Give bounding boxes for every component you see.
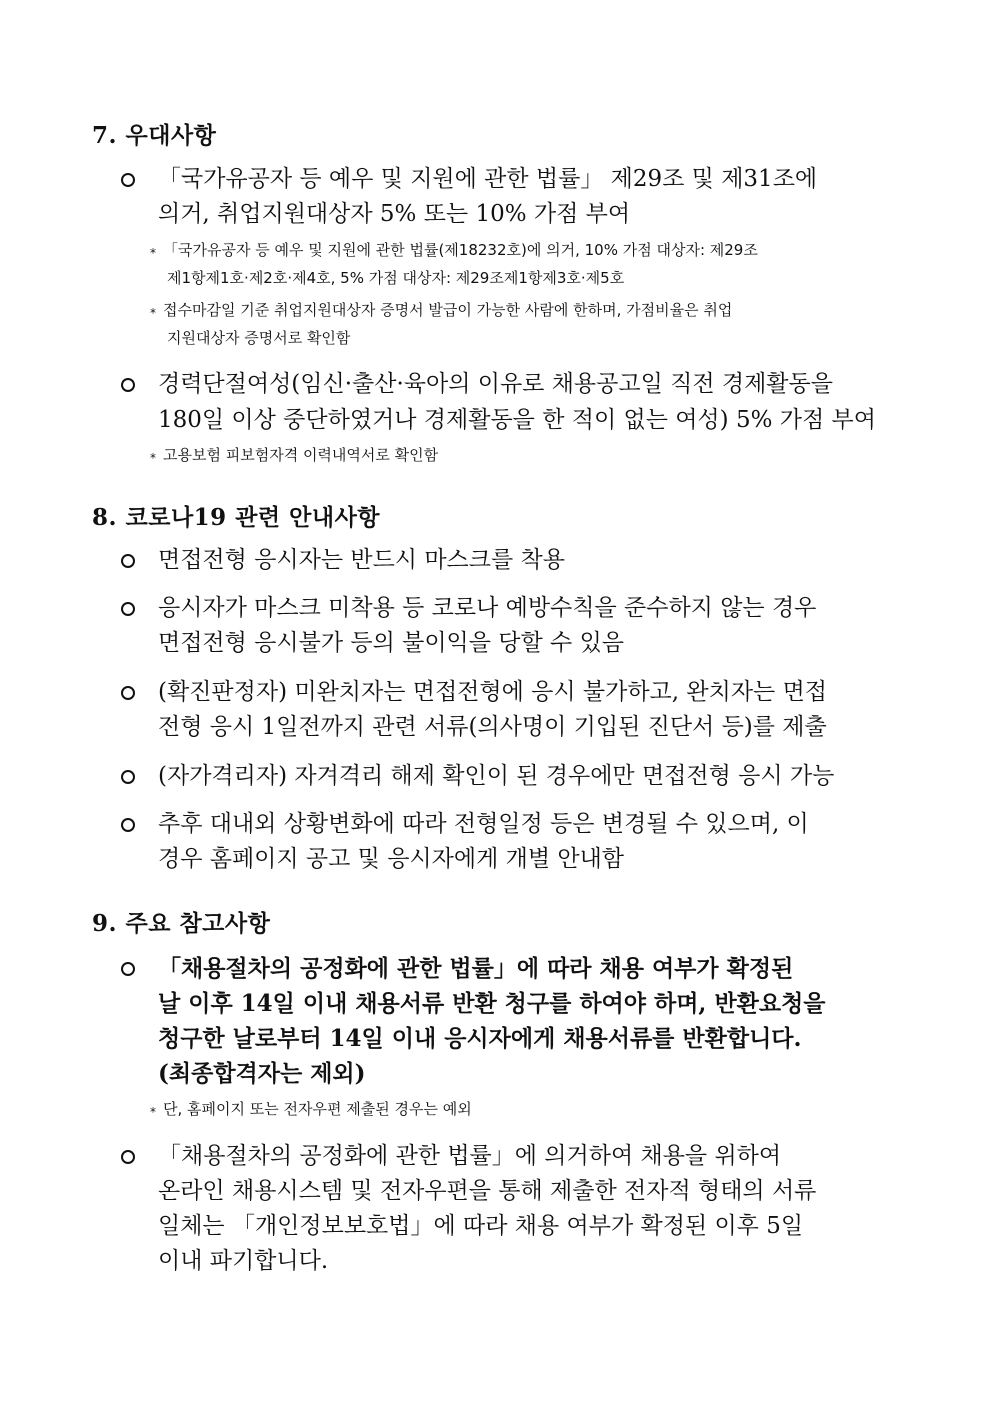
item-line: 의거, 취업지원대상자 5% 또는 10% 가점 부여 [158, 201, 631, 227]
item-line: 「채용절차의 공정화에 관한 법률」에 의거하여 채용을 위하여 [158, 1143, 782, 1169]
note-marker: * [150, 1105, 156, 1119]
item-line: 일체는 「개인정보보호법」에 따라 채용 여부가 확정된 이후 5일 [158, 1213, 804, 1239]
item-line: 추후 대내외 상황변화에 따라 전형일정 등은 변경될 수 있으며, 이 [158, 811, 809, 837]
section-7-heading: 7. 우대사항 [92, 122, 217, 149]
item-line: 「채용절차의 공정화에 관한 법률」에 따라 채용 여부가 확정된 [158, 955, 794, 982]
item-line: 「국가유공자 등 예우 및 지원에 관한 법률」 제29조 및 제31조에 [158, 166, 818, 192]
bullet-circle [121, 1150, 135, 1164]
note-line: 고용보험 피보험자격 이력내역서로 확인함 [163, 446, 439, 464]
bullet-circle [121, 818, 135, 832]
note-marker: * [150, 451, 156, 465]
note-line: 접수마감일 기준 취업지원대상자 증명서 발급이 가능한 사람에 한하며, 가점비율은 취업 [163, 301, 733, 319]
note-line: 제1항제1호·제2호·제4호, 5% 가점 대상자: 제29조제1항제3호·제5호 [167, 269, 625, 287]
note-marker: * [150, 306, 156, 320]
item-line: 180일 이상 중단하였거나 경제활동을 한 적이 없는 여성) 5% 가점 부여 [158, 407, 876, 433]
item-line: 면접전형 응시자는 반드시 마스크를 착용 [158, 547, 565, 573]
item-line: 경우 홈페이지 공고 및 응시자에게 개별 안내함 [158, 846, 625, 872]
note-line: 단, 홈페이지 또는 전자우편 제출된 경우는 예외 [163, 1100, 472, 1118]
bullet-circle [121, 554, 135, 568]
bullet-circle [121, 173, 135, 187]
item-line: 경력단절여성(임신·출산·육아의 이유로 채용공고일 직전 경제활동을 [158, 371, 833, 397]
bullet-circle [121, 602, 135, 616]
item-line: 전형 응시 1일전까지 관련 서류(의사명이 기입된 진단서 등)를 제출 [158, 714, 827, 740]
bullet-circle [121, 962, 135, 976]
item-line: 온라인 채용시스템 및 전자우편을 통해 제출한 전자적 형태의 서류 [158, 1178, 817, 1204]
item-line: (확진판정자) 미완치자는 면접전형에 응시 불가하고, 완치자는 면접 [158, 679, 828, 705]
item-line: (자가격리자) 자겨격리 해제 확인이 된 경우에만 면접전형 응시 가능 [158, 763, 835, 789]
item-line: 면접전형 응시불가 등의 불이익을 당할 수 있음 [158, 630, 625, 656]
item-line: 이내 파기합니다. [158, 1248, 329, 1274]
bullet-circle [121, 378, 135, 392]
note-marker: * [150, 246, 156, 260]
item-line: 날 이후 14일 이내 채용서류 반환 청구를 하여야 하며, 반환요청을 [158, 990, 826, 1017]
note-line: 「국가유공자 등 예우 및 지원에 관한 법률(제18232호)에 의거, 10% 가점 대상자: 제29조 [163, 241, 758, 259]
section-8-heading: 8. 코로나19 관련 안내사항 [92, 504, 381, 531]
bullet-circle [121, 686, 135, 700]
note-line: 지원대상자 증명서로 확인함 [167, 329, 351, 347]
item-line: 응시자가 마스크 미착용 등 코로나 예방수칙을 준수하지 않는 경우 [158, 595, 817, 621]
section-9-heading: 9. 주요 참고사항 [92, 910, 271, 937]
bullet-circle [121, 770, 135, 784]
item-line: 청구한 날로부터 14일 이내 응시자에게 채용서류를 반환합니다. [158, 1025, 802, 1052]
item-line: (최종합격자는 제외) [158, 1060, 366, 1087]
